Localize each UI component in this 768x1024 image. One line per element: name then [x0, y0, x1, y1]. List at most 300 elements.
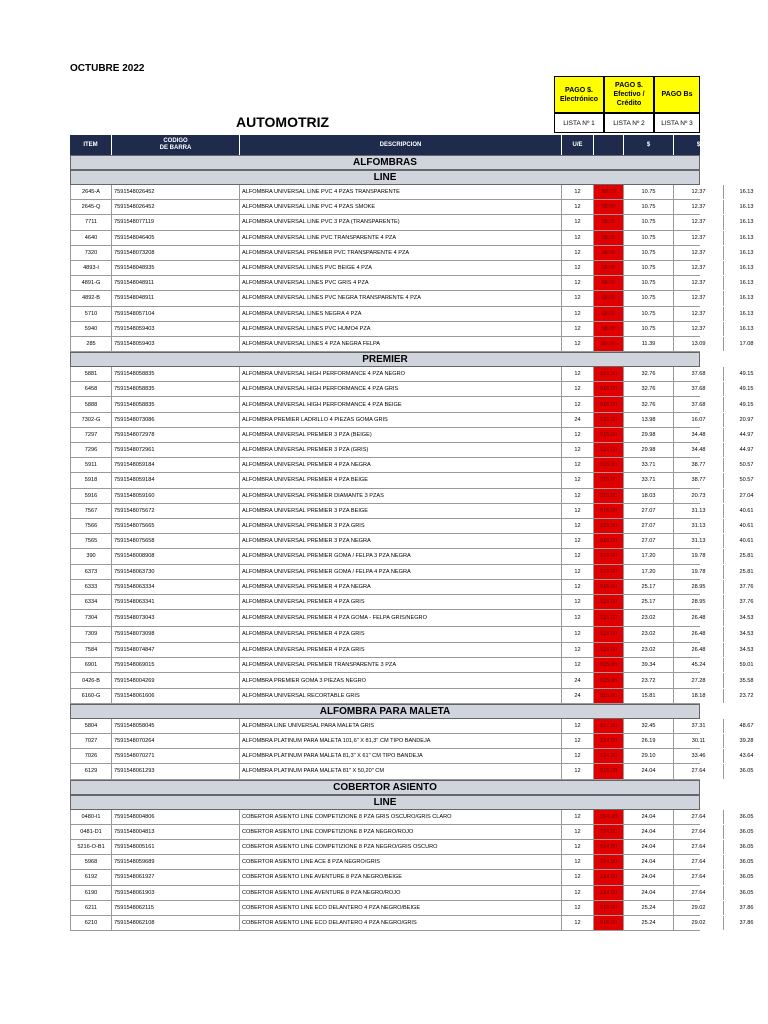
price-lista-1: 29.98: [624, 443, 674, 457]
pago-bs-header: PAGO Bs: [654, 76, 700, 113]
highlight-price: $16.00: [594, 916, 624, 930]
col-barcode-header: CODIGO DE BARRA: [112, 135, 240, 155]
price-lista-3: 35.58: [724, 673, 768, 687]
highlight-price: $15.00: [594, 549, 624, 563]
description: ALFOMBRA UNIVERSAL PREMIER 3 PZA (GRIS): [240, 443, 562, 457]
barcode: 7591548059160: [112, 489, 240, 503]
price-lista-2: 12.37: [674, 261, 724, 275]
table-row: [70, 322, 754, 337]
subsection-heading: LINE: [70, 170, 700, 185]
highlight-price: $15.00: [594, 627, 624, 643]
item-code: 7584: [70, 643, 112, 657]
highlight-price: $16.00: [594, 901, 624, 915]
pago-efectivo-header: PAGO $. Efectivo / Crédito: [604, 76, 654, 113]
highlight-price: $15.00: [594, 382, 624, 396]
price-lista-1: 25.17: [624, 595, 674, 609]
price-lista-1: 23.02: [624, 643, 674, 657]
unit-per-pack: 12: [562, 504, 594, 518]
price-lista-3: 23.72: [724, 689, 768, 703]
table-row: [70, 627, 754, 644]
description: ALFOMBRA UNIVERSAL HIGH PERFORMANCE 4 PZA GRIS: [240, 382, 562, 396]
price-lista-1: 10.75: [624, 231, 674, 245]
highlight-price: $17.00: [594, 719, 624, 733]
price-lista-2: 27.64: [674, 764, 724, 778]
price-lista-2: 38.77: [674, 458, 724, 472]
item-code: 7309: [70, 627, 112, 643]
price-lista-3: 16.13: [724, 246, 768, 260]
table-row: [70, 886, 754, 901]
col-ue-header: U/E: [562, 135, 594, 155]
table-row: [70, 855, 754, 870]
highlight-price: $14.00: [594, 734, 624, 748]
price-lista-3: 36.05: [724, 825, 768, 839]
highlight-price: $15.00: [594, 673, 624, 687]
price-lista-1: 10.75: [624, 261, 674, 275]
description: ALFOMBRA UNIVERSAL PREMIER GOMA / FELPA 3 PZA NEGRA: [240, 549, 562, 563]
description: ALFOMBRA UNIVERSAL PREMIER GOMA / FELPA 4 PZA NEGRA: [240, 565, 562, 579]
price-lista-1: 13.98: [624, 413, 674, 427]
highlight-price: $9.00: [594, 337, 624, 351]
highlight-price: $14.00: [594, 810, 624, 824]
item-code: 7567: [70, 504, 112, 518]
price-lista-1: 17.20: [624, 565, 674, 579]
description: ALFOMBRA UNIVERSAL HIGH PERFORMANCE 4 PZA NEGRO: [240, 367, 562, 381]
highlight-price: $15.00: [594, 565, 624, 579]
barcode: 7591548061927: [112, 870, 240, 884]
highlight-price: $8.00: [594, 307, 624, 321]
barcode: 7591548059403: [112, 337, 240, 351]
price-lista-1: 10.75: [624, 200, 674, 214]
price-lista-1: 17.20: [624, 549, 674, 563]
table-row: [70, 549, 754, 564]
price-lista-1: 10.75: [624, 215, 674, 229]
highlight-price: $8.00: [594, 231, 624, 245]
highlight-price: $15.00: [594, 610, 624, 626]
price-lista-3: 48.67: [724, 719, 768, 733]
unit-per-pack: 12: [562, 367, 594, 381]
table-row: [70, 185, 754, 200]
barcode: 7591548059184: [112, 458, 240, 472]
description: ALFOMBRA UNIVERSAL LINES PVC HUMO4 PZA: [240, 322, 562, 336]
item-code: 5888: [70, 397, 112, 411]
table-row: [70, 719, 754, 734]
item-code: 4891-G: [70, 276, 112, 290]
price-lista-1: 24.04: [624, 825, 674, 839]
unit-per-pack: 12: [562, 749, 594, 763]
highlight-price: $8.00: [594, 276, 624, 290]
highlight-price: $15.00: [594, 397, 624, 411]
price-lista-1: 10.75: [624, 246, 674, 260]
unit-per-pack: 12: [562, 870, 594, 884]
price-lista-1: 27.07: [624, 504, 674, 518]
price-lista-3: 37.76: [724, 580, 768, 594]
price-lista-2: 12.37: [674, 215, 724, 229]
price-lista-3: 37.76: [724, 595, 768, 609]
item-code: 7302-G: [70, 413, 112, 427]
price-lista-3: 59.01: [724, 658, 768, 672]
table-row: [70, 307, 754, 322]
price-lista-1: 32.76: [624, 397, 674, 411]
price-lista-2: 13.09: [674, 337, 724, 351]
col-price1-header: $: [624, 135, 674, 155]
unit-per-pack: 12: [562, 261, 594, 275]
price-lista-3: 50.57: [724, 473, 768, 487]
barcode: 7591548069015: [112, 658, 240, 672]
col-red-header: [594, 135, 624, 155]
barcode: 7591548058835: [112, 397, 240, 411]
unit-per-pack: 12: [562, 658, 594, 672]
table-row: [70, 489, 754, 504]
highlight-price: $15.00: [594, 428, 624, 442]
unit-per-pack: 12: [562, 916, 594, 930]
price-lista-3: 16.13: [724, 307, 768, 321]
table-row: [70, 473, 754, 488]
barcode: 7591548026452: [112, 185, 240, 199]
description: ALFOMBRA UNIVERSAL LINE PVC 4 PZAS SMOKE: [240, 200, 562, 214]
unit-per-pack: 12: [562, 519, 594, 533]
item-code: 6373: [70, 565, 112, 579]
barcode: 7591548073043: [112, 610, 240, 626]
table-row: [70, 519, 754, 534]
price-lista-1: 24.04: [624, 764, 674, 778]
description: ALFOMBRA UNIVERSAL PREMIER 3 PZA NEGRA: [240, 534, 562, 548]
price-lista-3: 36.05: [724, 870, 768, 884]
description: ALFOMBRA UNIVERSAL RECORTABLE GRIS: [240, 689, 562, 703]
unit-per-pack: 12: [562, 276, 594, 290]
price-lista-3: 34.53: [724, 643, 768, 657]
description: COBERTOR ASIENTO LINE COMPETIZIONE 8 PZA GRIS OSCURO/GRIS CLARO: [240, 810, 562, 824]
barcode: 7591548063730: [112, 565, 240, 579]
price-lista-3: 36.05: [724, 855, 768, 869]
price-lista-2: 37.68: [674, 382, 724, 396]
barcode: 7591548070271: [112, 749, 240, 763]
price-lista-3: 39.28: [724, 734, 768, 748]
description: ALFOMBRA UNIVERSAL PREMIER PVC TRANSPARENTE 4 PZA: [240, 246, 562, 260]
price-lista-1: 32.76: [624, 367, 674, 381]
table-row: [70, 382, 754, 397]
highlight-price: $15.00: [594, 689, 624, 703]
unit-per-pack: 12: [562, 549, 594, 563]
item-code: 5216-O-B1: [70, 840, 112, 854]
barcode: 7591548061293: [112, 764, 240, 778]
unit-per-pack: 12: [562, 764, 594, 778]
item-code: 7711: [70, 215, 112, 229]
price-lista-2: 33.46: [674, 749, 724, 763]
description: COBERTOR ASIENTO LINE COMPETIZIONE 8 PZA NEGRO/ROJO: [240, 825, 562, 839]
item-code: 5710: [70, 307, 112, 321]
price-lista-2: 30.11: [674, 734, 724, 748]
price-lista-1: 32.76: [624, 382, 674, 396]
description: ALFOMBRA UNIVERSAL PREMIER 3 PZA BEIGE: [240, 504, 562, 518]
description: ALFOMBRA PREMIER GOMA 3 PIEZAS NEGRO: [240, 673, 562, 687]
barcode: 7591548073098: [112, 627, 240, 643]
price-lista-1: 23.72: [624, 673, 674, 687]
table-row: [70, 610, 754, 627]
item-code: 6190: [70, 886, 112, 900]
table-row: [70, 200, 754, 215]
price-lista-2: 12.37: [674, 200, 724, 214]
col-item-header: ITEM: [70, 135, 112, 155]
item-code: 5881: [70, 367, 112, 381]
description: ALFOMBRA UNIVERSAL PREMIER 4 PZA BEIGE: [240, 473, 562, 487]
price-lista-3: 36.05: [724, 764, 768, 778]
unit-per-pack: 12: [562, 291, 594, 305]
price-lista-1: 27.07: [624, 534, 674, 548]
price-lista-3: 44.97: [724, 443, 768, 457]
table-row: [70, 870, 754, 885]
barcode: 7591548026452: [112, 200, 240, 214]
price-lista-1: 33.71: [624, 473, 674, 487]
table-row: [70, 534, 754, 549]
price-lista-2: 45.24: [674, 658, 724, 672]
unit-per-pack: 12: [562, 627, 594, 643]
price-lista-2: 27.64: [674, 840, 724, 854]
price-lista-3: 16.13: [724, 291, 768, 305]
item-code: 390: [70, 549, 112, 563]
price-table-body: [70, 155, 754, 931]
item-code: 6458: [70, 382, 112, 396]
price-lista-2: 28.95: [674, 595, 724, 609]
barcode: 7591548075672: [112, 504, 240, 518]
price-lista-3: 44.97: [724, 428, 768, 442]
price-lista-2: 12.37: [674, 246, 724, 260]
highlight-price: $15.00: [594, 580, 624, 594]
barcode: 7591548059689: [112, 855, 240, 869]
description: ALFOMBRA UNIVERSAL PREMIER 4 PZA GRIS: [240, 595, 562, 609]
subsection-heading: LINE: [70, 795, 700, 810]
item-code: 2645-Q: [70, 200, 112, 214]
price-lista-3: 16.13: [724, 276, 768, 290]
price-lista-3: 27.04: [724, 489, 768, 503]
highlight-price: $14.00: [594, 886, 624, 900]
pago-electronico-header: PAGO $. Electrónico: [554, 76, 604, 113]
unit-per-pack: 12: [562, 231, 594, 245]
description: ALFOMBRA PLATINUM PARA MALETA 101,6" X 81,3" CM TIPO BANDEJA: [240, 734, 562, 748]
description: ALFOMBRA UNIVERSAL PREMIER 3 PZA (BEIGE): [240, 428, 562, 442]
barcode: 7591548058045: [112, 719, 240, 733]
barcode: 7591548075658: [112, 534, 240, 548]
barcode: 7591548005161: [112, 840, 240, 854]
price-lista-3: 16.13: [724, 200, 768, 214]
item-code: 4893-I: [70, 261, 112, 275]
price-lista-3: 34.53: [724, 610, 768, 626]
price-lista-3: 16.13: [724, 215, 768, 229]
price-lista-2: 26.48: [674, 610, 724, 626]
col-price2-header: $: [674, 135, 724, 155]
barcode: 7591548059184: [112, 473, 240, 487]
price-lista-3: 20.97: [724, 413, 768, 427]
lista-1-label: LISTA Nº 1: [554, 113, 604, 133]
table-row: [70, 658, 754, 673]
unit-per-pack: 12: [562, 246, 594, 260]
item-code: 7304: [70, 610, 112, 626]
table-row: [70, 428, 754, 443]
price-lista-1: 25.24: [624, 901, 674, 915]
description: COBERTOR ASIENTO LINE AVENTURE 8 PZA NEGRO/ROJO: [240, 886, 562, 900]
barcode: 7591548004269: [112, 673, 240, 687]
price-lista-2: 12.37: [674, 276, 724, 290]
price-lista-3: 36.05: [724, 886, 768, 900]
price-lista-2: 38.77: [674, 473, 724, 487]
highlight-price: $15.00: [594, 473, 624, 487]
item-code: 5918: [70, 473, 112, 487]
price-lista-2: 28.95: [674, 580, 724, 594]
table-row: [70, 810, 754, 825]
description: ALFOMBRA UNIVERSAL PREMIER 3 PZA GRIS: [240, 519, 562, 533]
price-lista-3: 49.15: [724, 367, 768, 381]
description: ALFOMBRA UNIVERSAL LINE PVC 4 PZAS TRANSPARENTE: [240, 185, 562, 199]
price-lista-2: 12.37: [674, 322, 724, 336]
price-lista-2: 27.28: [674, 673, 724, 687]
price-lista-1: 10.75: [624, 276, 674, 290]
barcode: 7591548061606: [112, 689, 240, 703]
description: ALFOMBRA UNIVERSAL PREMIER 4 PZA NEGRA: [240, 458, 562, 472]
price-lista-1: 24.04: [624, 840, 674, 854]
description: COBERTOR ASIENTO LINE COMPETIZIONE 8 PZA NEGRO/GRIS OSCURO: [240, 840, 562, 854]
item-code: 6210: [70, 916, 112, 930]
price-lista-3: 36.05: [724, 840, 768, 854]
page-title: AUTOMOTRIZ: [236, 114, 330, 130]
price-lista-2: 16.07: [674, 413, 724, 427]
description: ALFOMBRA PREMIER LADRILLO 4 PIEZAS GOMA GRIS: [240, 413, 562, 427]
price-lista-1: 10.75: [624, 322, 674, 336]
unit-per-pack: 24: [562, 673, 594, 687]
section-heading: COBERTOR ASIENTO: [70, 780, 700, 795]
description: ALFOMBRA UNIVERSAL PREMIER 4 PZA GOMA - FELPA GRIS/NEGRO: [240, 610, 562, 626]
price-lista-2: 18.18: [674, 689, 724, 703]
highlight-price: $14.00: [594, 855, 624, 869]
price-lista-2: 27.64: [674, 810, 724, 824]
subsection-heading: PREMIER: [70, 352, 700, 367]
unit-per-pack: 12: [562, 595, 594, 609]
highlight-price: $15.00: [594, 519, 624, 533]
price-lista-2: 37.31: [674, 719, 724, 733]
table-row: [70, 825, 754, 840]
price-lista-3: 36.05: [724, 810, 768, 824]
table-row: [70, 580, 754, 595]
barcode: 7591548061903: [112, 886, 240, 900]
item-code: 7565: [70, 534, 112, 548]
price-lista-2: 12.37: [674, 291, 724, 305]
unit-per-pack: 12: [562, 473, 594, 487]
barcode: 7591548046405: [112, 231, 240, 245]
item-code: 7296: [70, 443, 112, 457]
item-code: 5940: [70, 322, 112, 336]
price-lista-1: 24.04: [624, 855, 674, 869]
barcode: 7591548073208: [112, 246, 240, 260]
price-lista-1: 24.04: [624, 870, 674, 884]
barcode: 7591548048935: [112, 261, 240, 275]
unit-per-pack: 12: [562, 734, 594, 748]
price-lista-1: 26.19: [624, 734, 674, 748]
unit-per-pack: 12: [562, 337, 594, 351]
barcode: 7591548048911: [112, 291, 240, 305]
price-lista-1: 25.17: [624, 580, 674, 594]
price-lista-1: 24.04: [624, 810, 674, 824]
unit-per-pack: 12: [562, 307, 594, 321]
barcode: 7591548073086: [112, 413, 240, 427]
highlight-price: $14.00: [594, 825, 624, 839]
price-lista-2: 20.73: [674, 489, 724, 503]
table-row: [70, 595, 754, 610]
table-row: [70, 764, 754, 779]
unit-per-pack: 12: [562, 810, 594, 824]
barcode: 7591548057104: [112, 307, 240, 321]
barcode: 7591548072961: [112, 443, 240, 457]
item-code: 4640: [70, 231, 112, 245]
unit-per-pack: 12: [562, 719, 594, 733]
highlight-price: $15.00: [594, 595, 624, 609]
description: COBERTOR ASIENTO LINE AVENTURE 8 PZA NEGRO/BEIGE: [240, 870, 562, 884]
price-lista-3: 49.15: [724, 382, 768, 396]
unit-per-pack: 12: [562, 200, 594, 214]
item-code: 6901: [70, 658, 112, 672]
price-lista-2: 31.13: [674, 534, 724, 548]
table-row: [70, 261, 754, 276]
price-lista-1: 11.39: [624, 337, 674, 351]
price-lista-2: 19.78: [674, 549, 724, 563]
subsection-heading: ALFOMBRA PARA MALETA: [70, 704, 700, 719]
item-code: 5968: [70, 855, 112, 869]
unit-per-pack: 12: [562, 534, 594, 548]
table-row: [70, 840, 754, 855]
lista-2-label: LISTA Nº 2: [604, 113, 654, 133]
price-lista-1: 23.02: [624, 610, 674, 626]
section-heading: ALFOMBRAS: [70, 155, 700, 170]
price-lista-1: 10.75: [624, 291, 674, 305]
unit-per-pack: 12: [562, 397, 594, 411]
price-lista-3: 25.81: [724, 549, 768, 563]
item-code: 6129: [70, 764, 112, 778]
description: COBERTOR ASIENTO LINE ACE 8 PZA NEGRO/GRIS: [240, 855, 562, 869]
description: ALFOMBRA LINE UNIVERSAL PARA MALETA GRIS: [240, 719, 562, 733]
price-lista-1: 25.24: [624, 916, 674, 930]
highlight-price: $8.00: [594, 200, 624, 214]
unit-per-pack: 12: [562, 825, 594, 839]
item-code: 7027: [70, 734, 112, 748]
price-lista-3: 49.15: [724, 397, 768, 411]
unit-per-pack: 12: [562, 840, 594, 854]
price-lista-2: 27.64: [674, 855, 724, 869]
unit-per-pack: 12: [562, 643, 594, 657]
description: ALFOMBRA UNIVERSAL LINES PVC BEIGE 4 PZA: [240, 261, 562, 275]
description: ALFOMBRA UNIVERSAL LINE PVC TRANSPARENTE 4 PZA: [240, 231, 562, 245]
highlight-price: $8.00: [594, 246, 624, 260]
highlight-price: $8.00: [594, 215, 624, 229]
price-lista-3: 16.13: [724, 322, 768, 336]
unit-per-pack: 12: [562, 489, 594, 503]
barcode: 7591548070264: [112, 734, 240, 748]
price-lista-3: 43.64: [724, 749, 768, 763]
col-price3-header: $: [745, 141, 749, 148]
highlight-price: $14.00: [594, 840, 624, 854]
barcode: 7591548074847: [112, 643, 240, 657]
highlight-price: $15.00: [594, 413, 624, 427]
item-code: 6334: [70, 595, 112, 609]
table-row: [70, 231, 754, 246]
price-lista-1: 39.34: [624, 658, 674, 672]
item-code: 0481-D1: [70, 825, 112, 839]
month-label: OCTUBRE 2022: [70, 63, 145, 74]
unit-per-pack: 12: [562, 382, 594, 396]
barcode: 7591548059403: [112, 322, 240, 336]
price-lista-1: 29.10: [624, 749, 674, 763]
highlight-price: $8.00: [594, 261, 624, 275]
price-lista-3: 50.57: [724, 458, 768, 472]
highlight-price: $8.00: [594, 185, 624, 199]
table-row: [70, 734, 754, 749]
table-row: [70, 749, 754, 764]
